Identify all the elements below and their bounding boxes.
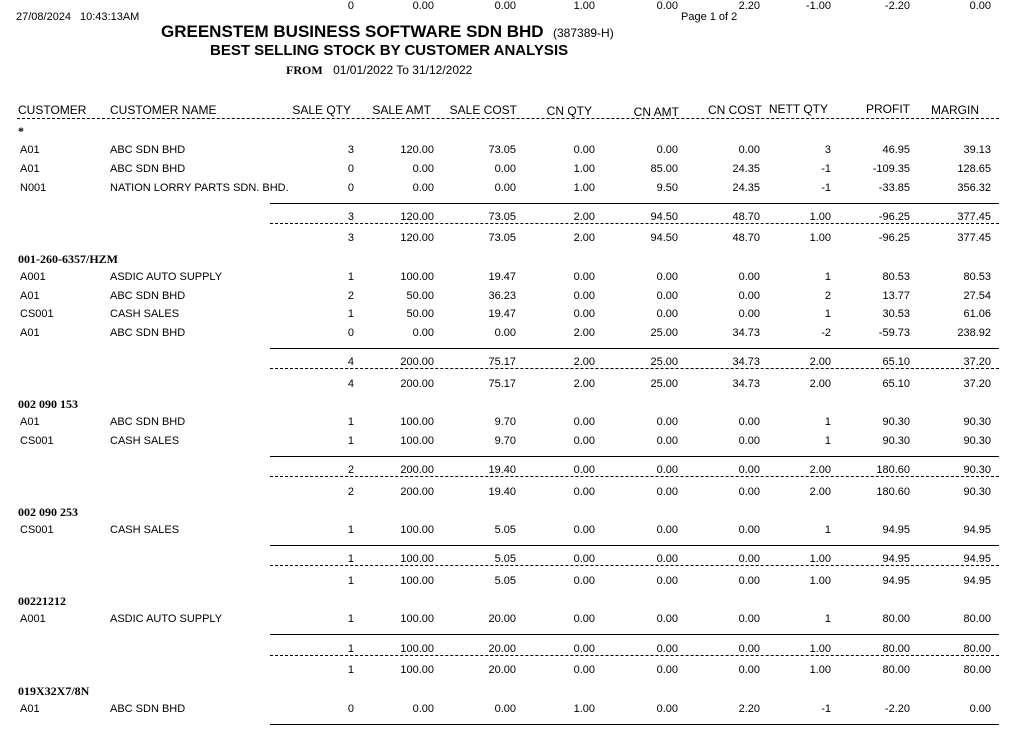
subtotal-margin: 0.00 <box>969 0 991 12</box>
subtotal-cn-amt: 0.00 <box>656 553 678 565</box>
cell-nett-qty: -2 <box>821 327 831 339</box>
cell-customer-name: CASH SALES <box>110 308 180 320</box>
subtotal-sale-qty: 1 <box>347 643 354 655</box>
cell-cn-amt: 0.00 <box>656 308 678 320</box>
col-header-margin: MARGIN <box>931 103 979 117</box>
subtotal-cn-amt: 0.00 <box>656 464 678 476</box>
total-cn-qty: 2.00 <box>573 232 595 244</box>
cell-customer: CS001 <box>20 435 54 447</box>
cell-sale-qty: 1 <box>347 524 354 536</box>
cell-cn-cost: 0.00 <box>738 524 760 536</box>
total-profit: 180.60 <box>876 486 910 498</box>
subtotal-rule <box>270 545 999 546</box>
cell-margin: 80.00 <box>963 613 991 625</box>
subtotal-margin: 80.00 <box>963 643 991 655</box>
cell-sale-cost: 19.47 <box>488 271 516 283</box>
col-header-sale-cost: SALE COST <box>449 103 517 117</box>
cell-cn-qty: 0.00 <box>573 144 595 156</box>
cell-sale-amt: 0.00 <box>412 327 434 339</box>
cell-nett-qty: 1 <box>824 524 831 536</box>
total-sale-amt: 200.00 <box>400 378 434 390</box>
group-title: 019X32X7/8N <box>18 684 90 698</box>
from-label: FROM <box>286 63 323 77</box>
cell-sale-cost: 73.05 <box>488 144 516 156</box>
total-cn-amt: 25.00 <box>650 378 678 390</box>
subtotal-cn-amt: 0.00 <box>656 0 678 12</box>
cell-sale-qty: 0 <box>347 327 354 339</box>
header-divider <box>17 118 999 119</box>
cell-sale-amt: 0.00 <box>412 163 434 175</box>
cell-profit: -33.85 <box>878 182 910 194</box>
cell-cn-cost: 0.00 <box>738 613 760 625</box>
total-margin: 90.30 <box>963 486 991 498</box>
cell-sale-cost: 19.47 <box>488 308 516 320</box>
subtotal-cn-cost: 2.20 <box>738 0 760 12</box>
cell-cn-qty: 0.00 <box>573 613 595 625</box>
cell-sale-cost: 9.70 <box>494 416 516 428</box>
total-nett-qty: 1.00 <box>809 232 831 244</box>
subtotal-dash-rule <box>270 223 999 224</box>
cell-profit: 46.95 <box>882 144 910 156</box>
subtotal-cn-qty: 2.00 <box>573 356 595 368</box>
cell-margin: 90.30 <box>963 435 991 447</box>
total-cn-cost: 0.00 <box>738 486 760 498</box>
cell-sale-qty: 2 <box>347 290 354 302</box>
total-cn-cost: 0.00 <box>738 575 760 587</box>
cell-sale-amt: 120.00 <box>400 144 434 156</box>
total-margin: 94.95 <box>963 575 991 587</box>
subtotal-sale-qty: 0 <box>347 0 354 12</box>
total-margin: 80.00 <box>963 664 991 676</box>
cell-customer: CS001 <box>20 308 54 320</box>
total-sale-qty: 3 <box>347 232 354 244</box>
subtotal-cn-amt: 0.00 <box>656 643 678 655</box>
cell-customer: A01 <box>20 290 40 302</box>
cell-cn-cost: 0.00 <box>738 271 760 283</box>
cell-customer: N001 <box>20 182 47 194</box>
cell-margin: 80.53 <box>963 271 991 283</box>
subtotal-sale-cost: 19.40 <box>488 464 516 476</box>
cell-profit: -109.35 <box>872 163 910 175</box>
subtotal-margin: 90.30 <box>963 464 991 476</box>
cell-nett-qty: 1 <box>824 271 831 283</box>
total-margin: 37.20 <box>963 378 991 390</box>
subtotal-cn-qty: 2.00 <box>573 211 595 223</box>
cell-margin: 128.65 <box>957 163 991 175</box>
cell-sale-cost: 0.00 <box>494 182 516 194</box>
total-nett-qty: 2.00 <box>809 486 831 498</box>
col-header-nett-qty: NETT QTY <box>768 102 828 116</box>
cell-margin: 356.32 <box>957 182 991 194</box>
total-sale-cost: 5.05 <box>494 575 516 587</box>
cell-cn-cost: 34.73 <box>732 327 760 339</box>
cell-sale-cost: 5.05 <box>494 524 516 536</box>
cell-profit: 80.53 <box>882 271 910 283</box>
subtotal-rule <box>270 634 999 635</box>
cell-sale-amt: 50.00 <box>406 308 434 320</box>
cell-nett-qty: -1 <box>821 703 831 715</box>
cell-margin: 61.06 <box>963 308 991 320</box>
subtotal-nett-qty: 2.00 <box>809 464 831 476</box>
cell-cn-qty: 1.00 <box>573 182 595 194</box>
subtotal-sale-amt: 100.00 <box>400 553 434 565</box>
subtotal-sale-amt: 200.00 <box>400 464 434 476</box>
cell-cn-qty: 0.00 <box>573 524 595 536</box>
cell-cn-amt: 0.00 <box>656 290 678 302</box>
cell-customer-name: ABC SDN BHD <box>110 144 186 156</box>
subtotal-cn-cost: 0.00 <box>738 643 760 655</box>
cell-cn-amt: 9.50 <box>656 182 678 194</box>
cell-margin: 0.00 <box>969 703 991 715</box>
cell-cn-cost: 0.00 <box>738 416 760 428</box>
cell-margin: 27.54 <box>963 290 991 302</box>
cell-sale-cost: 0.00 <box>494 703 516 715</box>
cell-cn-cost: 24.35 <box>732 182 760 194</box>
subtotal-sale-amt: 200.00 <box>400 356 434 368</box>
print-time: 10:43:13AM <box>80 11 140 23</box>
cell-nett-qty: -1 <box>821 182 831 194</box>
cell-profit: 13.77 <box>882 290 910 302</box>
cell-customer-name: ASDIC AUTO SUPPLY <box>110 271 223 283</box>
cell-sale-cost: 9.70 <box>494 435 516 447</box>
cell-sale-qty: 1 <box>347 435 354 447</box>
group-title: 00221212 <box>18 594 66 608</box>
subtotal-profit: -2.20 <box>884 0 910 12</box>
cell-margin: 90.30 <box>963 416 991 428</box>
subtotal-cn-amt: 94.50 <box>650 211 678 223</box>
cell-cn-amt: 0.00 <box>656 271 678 283</box>
cell-profit: -2.20 <box>884 703 910 715</box>
col-header-customer: CUSTOMER <box>18 103 87 117</box>
subtotal-cn-cost: 34.73 <box>732 356 760 368</box>
cell-profit: 80.00 <box>882 613 910 625</box>
cell-profit: -59.73 <box>878 327 910 339</box>
cell-sale-cost: 0.00 <box>494 327 516 339</box>
subtotal-dash-rule <box>270 476 999 477</box>
total-sale-qty: 4 <box>347 378 354 390</box>
cell-nett-qty: -1 <box>821 163 831 175</box>
cell-sale-cost: 20.00 <box>488 613 516 625</box>
cell-margin: 238.92 <box>957 327 991 339</box>
total-nett-qty: 2.00 <box>809 378 831 390</box>
cell-cn-qty: 2.00 <box>573 327 595 339</box>
page-info: Page 1 of 2 <box>681 11 738 23</box>
cell-sale-qty: 1 <box>347 308 354 320</box>
total-profit: 94.95 <box>882 575 910 587</box>
total-cn-qty: 0.00 <box>573 575 595 587</box>
cell-nett-qty: 3 <box>824 144 831 156</box>
cell-sale-amt: 100.00 <box>400 613 434 625</box>
cell-profit: 90.30 <box>882 435 910 447</box>
total-cn-cost: 34.73 <box>732 378 760 390</box>
total-sale-amt: 120.00 <box>400 232 434 244</box>
subtotal-rule <box>270 203 999 204</box>
report-title: BEST SELLING STOCK BY CUSTOMER ANALYSIS <box>210 42 569 59</box>
cell-sale-qty: 1 <box>347 416 354 428</box>
cell-customer: A01 <box>20 327 40 339</box>
cell-sale-qty: 0 <box>347 182 354 194</box>
subtotal-sale-cost: 0.00 <box>494 0 516 12</box>
cell-sale-amt: 100.00 <box>400 271 434 283</box>
subtotal-dash-rule <box>270 565 999 566</box>
subtotal-nett-qty: 1.00 <box>809 553 831 565</box>
cell-customer: A001 <box>20 271 46 283</box>
subtotal-sale-cost: 75.17 <box>488 356 516 368</box>
date-range: 01/01/2022 To 31/12/2022 <box>333 63 473 77</box>
subtotal-profit: -96.25 <box>878 211 910 223</box>
cell-customer-name: ASDIC AUTO SUPPLY <box>110 613 223 625</box>
cell-cn-qty: 1.00 <box>573 703 595 715</box>
subtotal-profit: 180.60 <box>876 464 910 476</box>
subtotal-margin: 377.45 <box>957 211 991 223</box>
subtotal-sale-cost: 73.05 <box>488 211 516 223</box>
cell-customer: A001 <box>20 613 46 625</box>
subtotal-cn-cost: 48.70 <box>732 211 760 223</box>
cell-customer-name: ABC SDN BHD <box>110 327 186 339</box>
subtotal-sale-qty: 2 <box>347 464 354 476</box>
cell-cn-amt: 0.00 <box>656 524 678 536</box>
cell-customer-name: ABC SDN BHD <box>110 163 186 175</box>
total-profit: -96.25 <box>878 232 910 244</box>
subtotal-cn-qty: 0.00 <box>573 464 595 476</box>
subtotal-cn-qty: 1.00 <box>573 0 595 12</box>
company-name: GREENSTEM BUSINESS SOFTWARE SDN BHD <box>161 22 544 41</box>
cell-cn-qty: 0.00 <box>573 416 595 428</box>
cell-cn-qty: 0.00 <box>573 271 595 283</box>
subtotal-nett-qty: -1.00 <box>805 0 831 12</box>
col-header-profit: PROFIT <box>866 102 910 116</box>
subtotal-cn-cost: 0.00 <box>738 553 760 565</box>
cell-sale-amt: 50.00 <box>406 290 434 302</box>
col-header-sale-amt: SALE AMT <box>372 103 431 117</box>
cell-cn-cost: 0.00 <box>738 290 760 302</box>
cell-nett-qty: 1 <box>824 308 831 320</box>
cell-customer-name: ABC SDN BHD <box>110 703 186 715</box>
subtotal-cn-amt: 25.00 <box>650 356 678 368</box>
cell-customer-name: NATION LORRY PARTS SDN. BHD. <box>110 182 289 194</box>
cell-nett-qty: 2 <box>824 290 831 302</box>
subtotal-nett-qty: 1.00 <box>809 211 831 223</box>
subtotal-sale-cost: 5.05 <box>494 553 516 565</box>
cell-cn-cost: 0.00 <box>738 308 760 320</box>
subtotal-margin: 37.20 <box>963 356 991 368</box>
cell-customer-name: CASH SALES <box>110 435 180 447</box>
subtotal-nett-qty: 2.00 <box>809 356 831 368</box>
col-header-cn-cost: CN COST <box>708 103 762 117</box>
print-date: 27/08/2024 <box>16 11 72 23</box>
cell-sale-qty: 0 <box>347 163 354 175</box>
cell-cn-qty: 0.00 <box>573 308 595 320</box>
total-cn-cost: 0.00 <box>738 664 760 676</box>
group-title: 002 090 153 <box>18 397 78 411</box>
cell-cn-qty: 0.00 <box>573 435 595 447</box>
cell-cn-cost: 0.00 <box>738 144 760 156</box>
cell-cn-qty: 1.00 <box>573 163 595 175</box>
total-nett-qty: 1.00 <box>809 575 831 587</box>
cell-cn-amt: 0.00 <box>656 416 678 428</box>
cell-sale-cost: 36.23 <box>488 290 516 302</box>
subtotal-sale-qty: 1 <box>347 553 354 565</box>
cell-customer-name: ABC SDN BHD <box>110 290 186 302</box>
cell-cn-amt: 0.00 <box>656 613 678 625</box>
cell-customer: A01 <box>20 703 40 715</box>
cell-sale-amt: 100.00 <box>400 416 434 428</box>
subtotal-profit: 80.00 <box>882 643 910 655</box>
cell-sale-amt: 0.00 <box>412 703 434 715</box>
cell-sale-amt: 100.00 <box>400 435 434 447</box>
subtotal-profit: 94.95 <box>882 553 910 565</box>
company-header <box>161 22 614 42</box>
subtotal-cn-qty: 0.00 <box>573 553 595 565</box>
cell-sale-qty: 0 <box>347 703 354 715</box>
date-range-line <box>286 61 472 79</box>
cell-sale-qty: 3 <box>347 144 354 156</box>
total-sale-cost: 19.40 <box>488 486 516 498</box>
total-sale-cost: 73.05 <box>488 232 516 244</box>
cell-cn-amt: 85.00 <box>650 163 678 175</box>
col-header-sale-qty: SALE QTY <box>292 103 351 117</box>
cell-nett-qty: 1 <box>824 613 831 625</box>
subtotal-sale-cost: 20.00 <box>488 643 516 655</box>
subtotal-sale-amt: 100.00 <box>400 643 434 655</box>
subtotal-dash-rule <box>270 655 999 656</box>
total-sale-qty: 1 <box>347 664 354 676</box>
subtotal-nett-qty: 1.00 <box>809 643 831 655</box>
cell-customer: A01 <box>20 416 40 428</box>
total-profit: 80.00 <box>882 664 910 676</box>
group-title: * <box>18 124 24 138</box>
cell-profit: 30.53 <box>882 308 910 320</box>
total-sale-qty: 1 <box>347 575 354 587</box>
total-cn-amt: 0.00 <box>656 575 678 587</box>
cell-cn-cost: 2.20 <box>738 703 760 715</box>
cell-cn-amt: 0.00 <box>656 435 678 447</box>
cell-sale-cost: 0.00 <box>494 163 516 175</box>
cell-cn-amt: 0.00 <box>656 144 678 156</box>
cell-profit: 90.30 <box>882 416 910 428</box>
total-cn-cost: 48.70 <box>732 232 760 244</box>
total-sale-amt: 100.00 <box>400 575 434 587</box>
cell-sale-amt: 100.00 <box>400 524 434 536</box>
subtotal-dash-rule <box>270 368 999 369</box>
company-reg: (387389-H) <box>553 26 614 40</box>
subtotal-cn-cost: 0.00 <box>738 464 760 476</box>
cell-sale-qty: 1 <box>347 271 354 283</box>
subtotal-sale-qty: 4 <box>347 356 354 368</box>
total-cn-qty: 0.00 <box>573 486 595 498</box>
subtotal-cn-qty: 0.00 <box>573 643 595 655</box>
cell-cn-amt: 0.00 <box>656 703 678 715</box>
col-header-cn-qty: CN QTY <box>546 104 592 118</box>
subtotal-rule <box>270 348 999 349</box>
cell-customer: CS001 <box>20 524 54 536</box>
total-cn-amt: 0.00 <box>656 664 678 676</box>
cell-sale-qty: 1 <box>347 613 354 625</box>
total-cn-amt: 94.50 <box>650 232 678 244</box>
cell-nett-qty: 1 <box>824 435 831 447</box>
cell-profit: 94.95 <box>882 524 910 536</box>
cell-cn-cost: 0.00 <box>738 435 760 447</box>
cell-customer-name: ABC SDN BHD <box>110 416 186 428</box>
group-title: 001-260-6357/HZM <box>18 252 118 266</box>
total-sale-cost: 20.00 <box>488 664 516 676</box>
cell-customer-name: CASH SALES <box>110 524 180 536</box>
subtotal-profit: 65.10 <box>882 356 910 368</box>
total-margin: 377.45 <box>957 232 991 244</box>
subtotal-rule <box>270 456 999 457</box>
subtotal-sale-amt: 0.00 <box>412 0 434 12</box>
cell-customer: A01 <box>20 144 40 156</box>
total-cn-qty: 0.00 <box>573 664 595 676</box>
total-sale-amt: 100.00 <box>400 664 434 676</box>
cell-sale-amt: 0.00 <box>412 182 434 194</box>
subtotal-sale-qty: 3 <box>347 211 354 223</box>
col-header-cn-amt: CN AMT <box>633 105 679 119</box>
col-header-customer-name: CUSTOMER NAME <box>110 103 217 117</box>
cell-cn-cost: 24.35 <box>732 163 760 175</box>
cell-cn-amt: 25.00 <box>650 327 678 339</box>
group-title: 002 090 253 <box>18 505 78 519</box>
total-nett-qty: 1.00 <box>809 664 831 676</box>
cell-nett-qty: 1 <box>824 416 831 428</box>
subtotal-sale-amt: 120.00 <box>400 211 434 223</box>
cell-margin: 39.13 <box>963 144 991 156</box>
total-sale-qty: 2 <box>347 486 354 498</box>
total-sale-cost: 75.17 <box>488 378 516 390</box>
total-sale-amt: 200.00 <box>400 486 434 498</box>
cell-margin: 94.95 <box>963 524 991 536</box>
total-profit: 65.10 <box>882 378 910 390</box>
subtotal-margin: 94.95 <box>963 553 991 565</box>
subtotal-rule <box>270 724 999 725</box>
cell-cn-qty: 0.00 <box>573 290 595 302</box>
cell-customer: A01 <box>20 163 40 175</box>
total-cn-amt: 0.00 <box>656 486 678 498</box>
total-cn-qty: 2.00 <box>573 378 595 390</box>
